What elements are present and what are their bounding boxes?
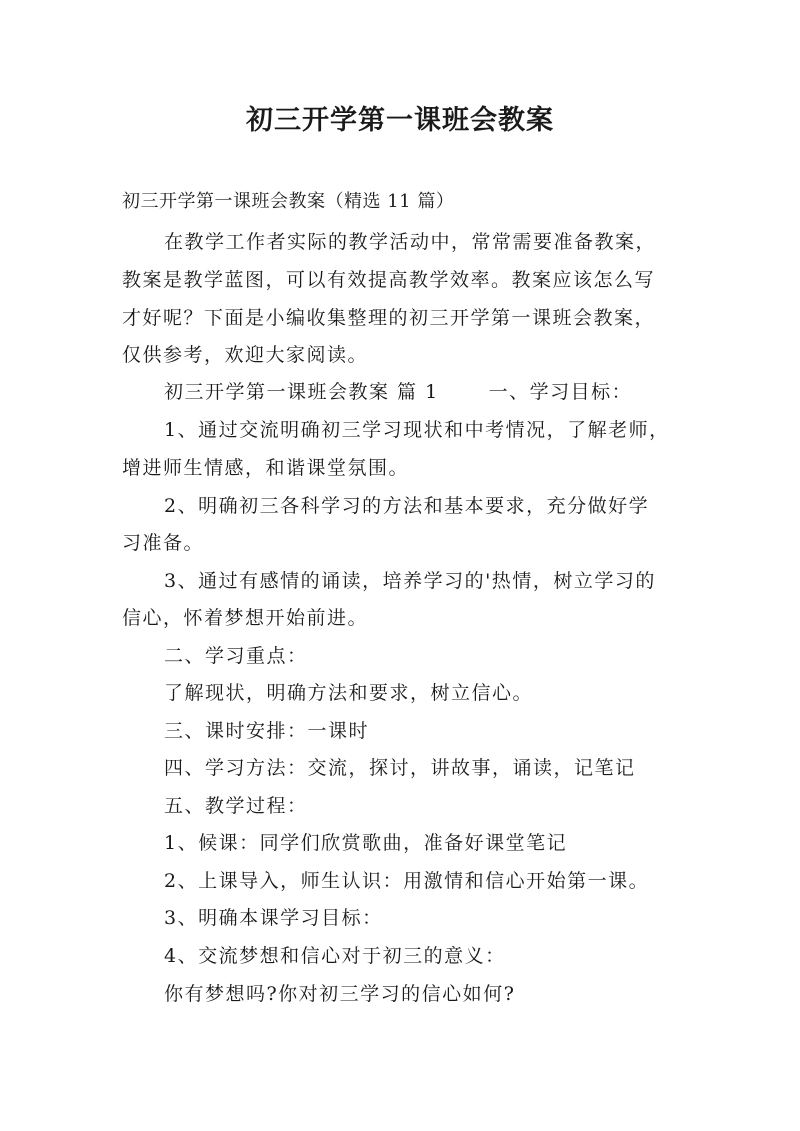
process-item-1: 1、候课：同学们欣赏歌曲，准备好课堂笔记 xyxy=(164,832,568,854)
document-title: 初三开学第一课班会教案 xyxy=(246,105,554,136)
intro-line-4: 仅供参考，欢迎大家阅读。 xyxy=(122,344,369,366)
process-item-4: 4、交流梦想和信心对于初三的意义： xyxy=(164,945,506,967)
section-heading: 初三开学第一课班会教案 篇 1 xyxy=(164,381,439,403)
methods-text: 四、学习方法：交流，探讨，讲故事，诵读，记笔记 xyxy=(164,757,636,779)
key-points-text: 了解现状，明确方法和要求，树立信心。 xyxy=(164,682,534,704)
document-subtitle: 初三开学第一课班会教案（精选 11 篇） xyxy=(122,191,455,212)
goal-2-line-1: 2、明确初三各科学习的方法和基本要求，充分做好学 xyxy=(164,495,650,517)
section-first-item: 一、学习目标： xyxy=(488,381,633,403)
intro-line-2: 教案是教学蓝图，可以有效提高教学效率。教案应该怎么写 xyxy=(122,269,656,291)
goal-3-line-2: 信心，怀着梦想开始前进。 xyxy=(122,607,369,629)
goal-2-line-2: 习准备。 xyxy=(122,532,205,554)
process-item-2: 2、上课导入，师生认识：用激情和信心开始第一课。 xyxy=(164,870,650,892)
section-heading-line xyxy=(164,380,632,404)
goal-1-line-2: 增进师生情感，和谐课堂氛围。 xyxy=(122,457,410,479)
goal-1-line-1: 1、通过交流明确初三学习现状和中考情况，了解老师， xyxy=(164,419,670,441)
intro-line-3: 才好呢？下面是小编收集整理的初三开学第一课班会教案， xyxy=(122,307,656,329)
intro-line-1: 在教学工作者实际的教学活动中，常常需要准备教案， xyxy=(164,231,657,253)
process-heading: 五、教学过程： xyxy=(164,795,308,817)
process-item-3: 3、明确本课学习目标： xyxy=(164,907,383,929)
key-points-heading: 二、学习重点： xyxy=(164,645,308,667)
schedule-text: 三、课时安排：一课时 xyxy=(164,720,370,742)
question-text: 你有梦想吗?你对初三学习的信心如何? xyxy=(164,983,516,1005)
goal-3-line-1: 3、通过有感情的诵读，培养学习的'热情，树立学习的 xyxy=(164,570,656,592)
